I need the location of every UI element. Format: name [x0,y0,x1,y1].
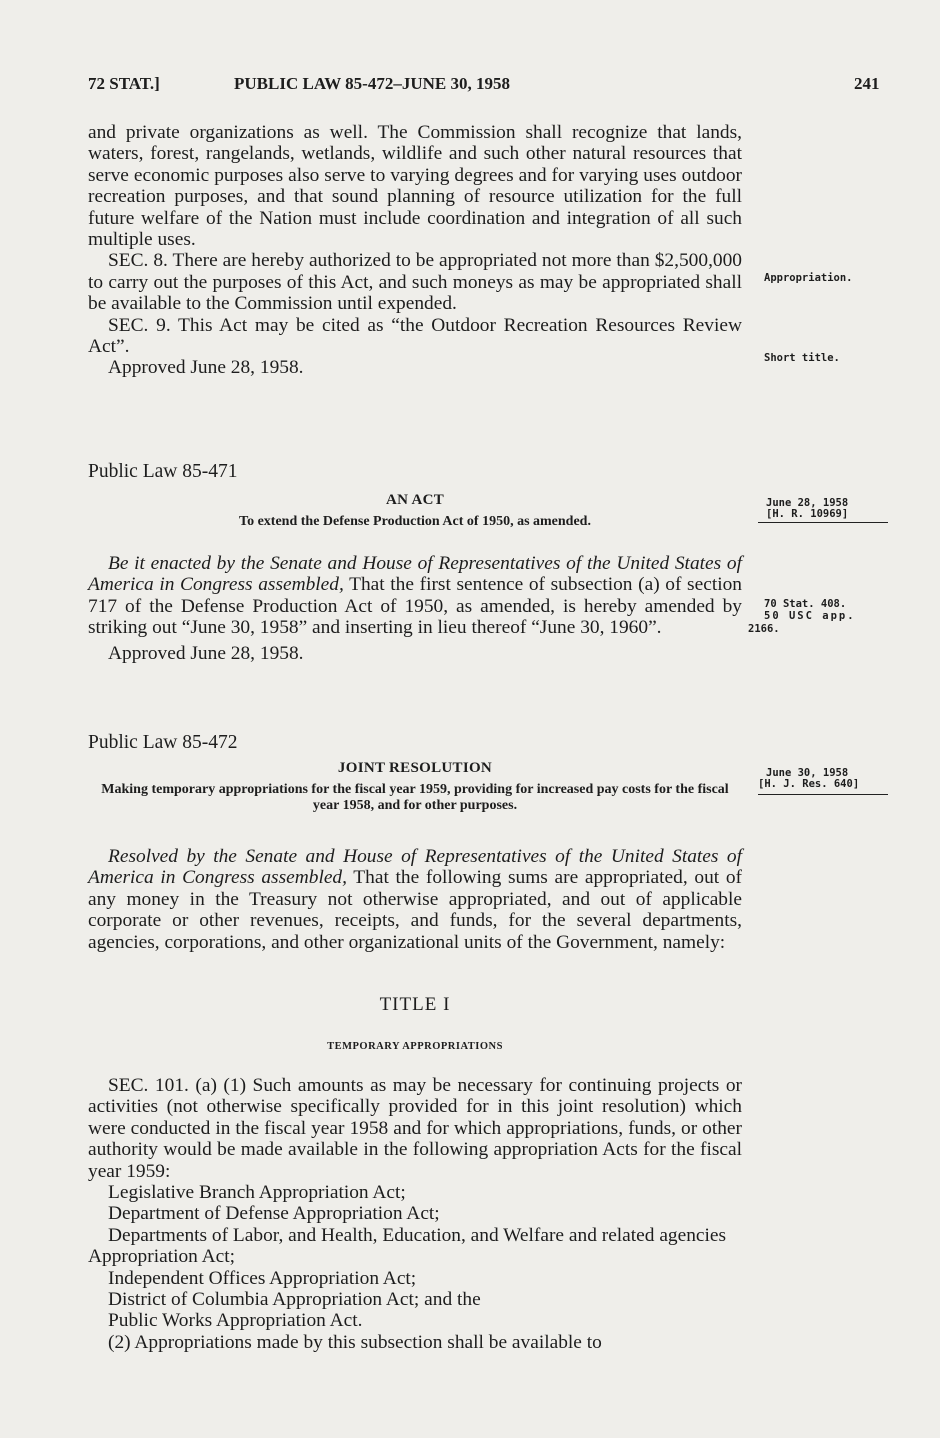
margin-note-law-472-bill: [H. J. Res. 640] [758,778,860,790]
section-9 [88,315,742,358]
margin-note-law-471-date: June 28, 1958 [766,497,849,509]
act-item: Independent Offices Appropriation Act; [108,1267,417,1289]
title-heading: TITLE I [379,994,451,1015]
law-471-body [88,553,742,664]
resolving-text: That the following sums are appropriated, out of any money in the Treasury not otherwise appropriated, and out of applicable corporate or other revenues, receipts, and funds, for the several departments, agencies, corporations, and other organizational units of the Government, namely: [88,867,742,953]
appropriation-acts-list [88,1182,742,1332]
approved-line: Approved June 28, 1958. [108,357,304,379]
law-472-number: Public Law 85-472 [88,732,238,753]
law-472-purpose: Making temporary appropriations for the fiscal year 1959, providing for increased pay costs for the fiscal year 1958, and for other purposes. [101,782,729,813]
margin-note-citation-3: 2166. [748,623,780,635]
act-item: Public Works Appropriation Act. [108,1310,363,1332]
section-8 [88,250,742,314]
enacting-formula: Be it enacted by the Senate and House of Representatives of the United States of America in Congress assembled, [88,553,742,596]
law-471-enacting-clause [88,553,742,639]
law-471-number: Public Law 85-471 [88,461,238,482]
margin-note-short-title: Short title. [764,352,840,364]
title-subheading: TEMPORARY APPROPRIATIONS [327,1041,503,1052]
law-472-resolving-clause [88,846,742,953]
margin-note-law-471-bill: [H. R. 10969] [766,508,849,520]
section-101-text: (a) (1) Such amounts as may be necessary for continuing projects or activities (not otherwise specifically provided for in this joint resolution) which were conducted in the fiscal year 1958 and for which appropriations, funds, or other authority would be made available in the following appropriation Acts for the fiscal year 1959: [88,1075,742,1182]
act-item: Legislative Branch Appropriation Act; [108,1182,406,1204]
law-471-purpose: To extend the Defense Production Act of 1950, as amended. [239,514,591,529]
margin-rule [758,794,888,795]
act-item: Departments of Labor, and Health, Education, and Welfare and related agencies Appropriation Act; [88,1224,727,1268]
volume-reference: 72 STAT.] [88,74,160,93]
law-471-approved: Approved June 28, 1958. [108,642,304,664]
margin-note-citation-1: 70 Stat. 408. [764,598,847,610]
enacting-text: That the first sentence of subsection (a) of section 717 of the Defense Production Act of 1950, as amended, is hereby amended by striking out “June 30, 1958” and inserting in lieu thereof “June 30, 1960”. [88,574,742,639]
margin-note-law-472-date: June 30, 1958 [766,767,849,779]
law-471-kind: AN ACT [385,492,445,508]
section-101-intro [88,1075,742,1182]
margin-rule [758,522,888,523]
section-8-text: There are hereby authorized to be appropriated not more than $2,500,000 to carry out the purposes of this Act, and such moneys as may be appropriated shall be available to the Commission until expended. [88,250,742,315]
section-9-label: SEC. 9. [108,314,171,336]
law-472-kind: JOINT RESOLUTION [337,760,493,776]
resolving-paragraph [88,846,742,953]
section-101 [88,1075,742,1353]
running-title: PUBLIC LAW 85-472–JUNE 30, 1958 [234,74,510,93]
act-item: District of Columbia Appropriation Act; and the [108,1289,481,1311]
previous-law-continuation [88,122,742,379]
margin-note-citation-2: 50 USC app. [764,610,856,622]
margin-note-appropriation: Appropriation. [764,272,853,284]
subsection-2: (2) Appropriations made by this subsection shall be available to [108,1331,602,1353]
section-8-label: SEC. 8. [108,250,168,272]
continuation-paragraph: and private organizations as well. The Commission shall recognize that lands, waters, forest, rangelands, wetlands, wildlife and such other natural resources that serve economic purposes also serve to varying degrees and for varying uses outdoor recreation purposes, and that sound planning of resource utilization for the full future welfare of the Nation must include coordination and integration of all such multiple uses. [88,122,742,251]
resolving-formula: Resolved by the Senate and House of Representatives of the United States of America in Congress assembled, [88,846,742,889]
section-9-text: This Act may be cited as “the Outdoor Recreation Resources Review Act”. [88,314,742,358]
act-item: Department of Defense Appropriation Act; [108,1203,440,1225]
page-number: 241 [854,74,880,93]
section-101-label: SEC. 101. [108,1075,189,1096]
